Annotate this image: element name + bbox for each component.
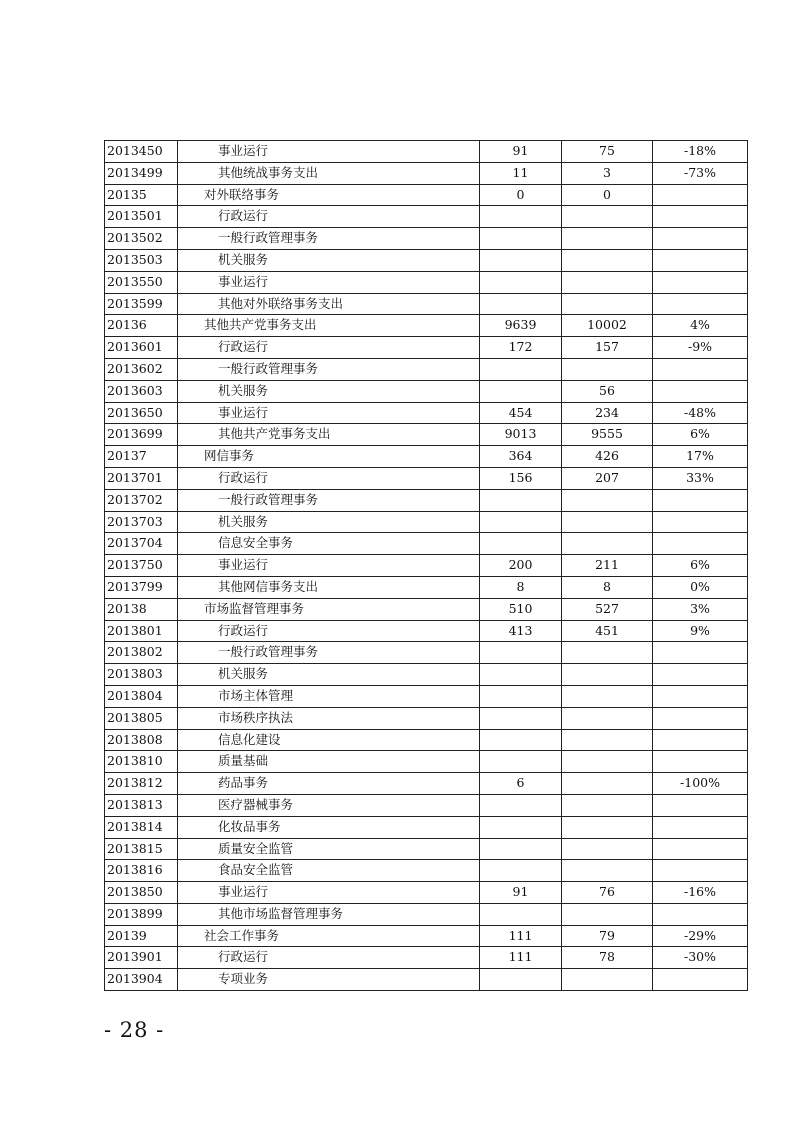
subject-name-cell: 一般行政管理事务	[178, 358, 480, 380]
subject-code-cell: 2013899	[105, 903, 178, 925]
prior-year-value-cell	[480, 969, 562, 991]
subject-code-cell: 2013808	[105, 729, 178, 751]
budget-table	[104, 140, 748, 991]
subject-name-cell: 事业运行	[178, 271, 480, 293]
table-row	[105, 511, 748, 533]
change-percent-cell: -29%	[653, 925, 748, 947]
current-year-value-cell: 75	[562, 141, 653, 163]
subject-code-cell: 2013816	[105, 860, 178, 882]
prior-year-value-cell: 454	[480, 402, 562, 424]
change-percent-cell	[653, 533, 748, 555]
prior-year-value-cell	[480, 707, 562, 729]
subject-name-cell: 事业运行	[178, 402, 480, 424]
subject-code-cell: 2013450	[105, 141, 178, 163]
subject-code-cell: 2013810	[105, 751, 178, 773]
change-percent-cell	[653, 707, 748, 729]
subject-code-cell: 2013801	[105, 620, 178, 642]
current-year-value-cell: 3	[562, 162, 653, 184]
subject-code-cell: 2013804	[105, 685, 178, 707]
current-year-value-cell: 0	[562, 184, 653, 206]
subject-name-cell: 一般行政管理事务	[178, 489, 480, 511]
subject-code-cell: 2013904	[105, 969, 178, 991]
change-percent-cell: -9%	[653, 337, 748, 359]
prior-year-value-cell	[480, 511, 562, 533]
table-row	[105, 969, 748, 991]
subject-code-cell: 2013702	[105, 489, 178, 511]
prior-year-value-cell: 111	[480, 947, 562, 969]
subject-code-cell: 2013850	[105, 882, 178, 904]
current-year-value-cell	[562, 838, 653, 860]
table-row	[105, 293, 748, 315]
subject-code-cell: 20139	[105, 925, 178, 947]
change-percent-cell: -18%	[653, 141, 748, 163]
current-year-value-cell	[562, 358, 653, 380]
current-year-value-cell: 211	[562, 555, 653, 577]
subject-name-cell: 药品事务	[178, 773, 480, 795]
current-year-value-cell: 79	[562, 925, 653, 947]
change-percent-cell: 3%	[653, 598, 748, 620]
prior-year-value-cell: 9639	[480, 315, 562, 337]
current-year-value-cell: 426	[562, 446, 653, 468]
subject-code-cell: 2013812	[105, 773, 178, 795]
change-percent-cell	[653, 838, 748, 860]
table-row	[105, 380, 748, 402]
current-year-value-cell: 10002	[562, 315, 653, 337]
subject-code-cell: 2013603	[105, 380, 178, 402]
prior-year-value-cell: 364	[480, 446, 562, 468]
table-row	[105, 184, 748, 206]
prior-year-value-cell: 510	[480, 598, 562, 620]
table-row	[105, 555, 748, 577]
change-percent-cell: -73%	[653, 162, 748, 184]
change-percent-cell	[653, 271, 748, 293]
change-percent-cell	[653, 184, 748, 206]
change-percent-cell: 0%	[653, 576, 748, 598]
current-year-value-cell	[562, 511, 653, 533]
prior-year-value-cell: 156	[480, 467, 562, 489]
subject-name-cell: 机关服务	[178, 511, 480, 533]
subject-code-cell: 2013814	[105, 816, 178, 838]
current-year-value-cell: 157	[562, 337, 653, 359]
subject-code-cell: 2013901	[105, 947, 178, 969]
table-row	[105, 707, 748, 729]
change-percent-cell: 6%	[653, 424, 748, 446]
subject-code-cell: 20135	[105, 184, 178, 206]
current-year-value-cell	[562, 773, 653, 795]
change-percent-cell	[653, 249, 748, 271]
table-row	[105, 860, 748, 882]
current-year-value-cell	[562, 228, 653, 250]
subject-code-cell: 2013815	[105, 838, 178, 860]
change-percent-cell	[653, 860, 748, 882]
current-year-value-cell	[562, 685, 653, 707]
current-year-value-cell	[562, 206, 653, 228]
current-year-value-cell	[562, 489, 653, 511]
table-row	[105, 315, 748, 337]
change-percent-cell	[653, 664, 748, 686]
table-row	[105, 751, 748, 773]
prior-year-value-cell	[480, 642, 562, 664]
current-year-value-cell: 76	[562, 882, 653, 904]
subject-name-cell: 食品安全监管	[178, 860, 480, 882]
current-year-value-cell	[562, 969, 653, 991]
prior-year-value-cell	[480, 838, 562, 860]
change-percent-cell	[653, 206, 748, 228]
subject-code-cell: 2013599	[105, 293, 178, 315]
prior-year-value-cell: 6	[480, 773, 562, 795]
subject-name-cell: 对外联络事务	[178, 184, 480, 206]
change-percent-cell	[653, 969, 748, 991]
current-year-value-cell: 8	[562, 576, 653, 598]
change-percent-cell	[653, 358, 748, 380]
prior-year-value-cell	[480, 380, 562, 402]
subject-code-cell: 2013750	[105, 555, 178, 577]
current-year-value-cell: 207	[562, 467, 653, 489]
change-percent-cell	[653, 228, 748, 250]
subject-name-cell: 社会工作事务	[178, 925, 480, 947]
table-row	[105, 206, 748, 228]
change-percent-cell	[653, 903, 748, 925]
subject-code-cell: 20137	[105, 446, 178, 468]
subject-code-cell: 2013602	[105, 358, 178, 380]
table-row	[105, 467, 748, 489]
subject-name-cell: 行政运行	[178, 947, 480, 969]
subject-name-cell: 医疗器械事务	[178, 794, 480, 816]
table-row	[105, 838, 748, 860]
prior-year-value-cell	[480, 816, 562, 838]
subject-name-cell: 信息安全事务	[178, 533, 480, 555]
prior-year-value-cell	[480, 533, 562, 555]
table-row	[105, 925, 748, 947]
current-year-value-cell: 78	[562, 947, 653, 969]
prior-year-value-cell	[480, 228, 562, 250]
change-percent-cell	[653, 794, 748, 816]
subject-code-cell: 20138	[105, 598, 178, 620]
page-number: - 28 -	[104, 1018, 165, 1042]
prior-year-value-cell	[480, 358, 562, 380]
table-row	[105, 162, 748, 184]
subject-code-cell: 2013699	[105, 424, 178, 446]
subject-code-cell: 2013704	[105, 533, 178, 555]
current-year-value-cell: 9555	[562, 424, 653, 446]
subject-code-cell: 2013499	[105, 162, 178, 184]
table-row	[105, 816, 748, 838]
change-percent-cell	[653, 816, 748, 838]
change-percent-cell	[653, 642, 748, 664]
subject-name-cell: 质量基础	[178, 751, 480, 773]
current-year-value-cell	[562, 664, 653, 686]
subject-name-cell: 机关服务	[178, 380, 480, 402]
change-percent-cell: 6%	[653, 555, 748, 577]
change-percent-cell	[653, 751, 748, 773]
table-body	[105, 141, 748, 991]
subject-code-cell: 2013803	[105, 664, 178, 686]
subject-code-cell: 2013703	[105, 511, 178, 533]
current-year-value-cell	[562, 707, 653, 729]
table-row	[105, 337, 748, 359]
table-row	[105, 882, 748, 904]
subject-code-cell: 2013813	[105, 794, 178, 816]
current-year-value-cell	[562, 751, 653, 773]
change-percent-cell	[653, 293, 748, 315]
subject-code-cell: 2013799	[105, 576, 178, 598]
table-row	[105, 598, 748, 620]
change-percent-cell: -16%	[653, 882, 748, 904]
subject-code-cell: 2013805	[105, 707, 178, 729]
current-year-value-cell	[562, 271, 653, 293]
current-year-value-cell: 451	[562, 620, 653, 642]
subject-name-cell: 其他网信事务支出	[178, 576, 480, 598]
change-percent-cell	[653, 729, 748, 751]
change-percent-cell	[653, 380, 748, 402]
table-row	[105, 358, 748, 380]
prior-year-value-cell: 9013	[480, 424, 562, 446]
subject-code-cell: 2013601	[105, 337, 178, 359]
subject-name-cell: 其他对外联络事务支出	[178, 293, 480, 315]
subject-name-cell: 质量安全监管	[178, 838, 480, 860]
prior-year-value-cell	[480, 903, 562, 925]
table-row	[105, 424, 748, 446]
prior-year-value-cell	[480, 860, 562, 882]
subject-name-cell: 行政运行	[178, 620, 480, 642]
subject-name-cell: 事业运行	[178, 141, 480, 163]
subject-name-cell: 事业运行	[178, 555, 480, 577]
current-year-value-cell	[562, 903, 653, 925]
prior-year-value-cell	[480, 685, 562, 707]
table-row	[105, 642, 748, 664]
table-row	[105, 794, 748, 816]
subject-name-cell: 其他共产党事务支出	[178, 424, 480, 446]
subject-code-cell: 2013501	[105, 206, 178, 228]
prior-year-value-cell: 413	[480, 620, 562, 642]
current-year-value-cell: 56	[562, 380, 653, 402]
change-percent-cell: 33%	[653, 467, 748, 489]
prior-year-value-cell	[480, 489, 562, 511]
prior-year-value-cell	[480, 751, 562, 773]
subject-name-cell: 一般行政管理事务	[178, 642, 480, 664]
current-year-value-cell	[562, 293, 653, 315]
table-row	[105, 664, 748, 686]
subject-name-cell: 其他统战事务支出	[178, 162, 480, 184]
table-row	[105, 685, 748, 707]
change-percent-cell: -48%	[653, 402, 748, 424]
change-percent-cell: -30%	[653, 947, 748, 969]
table-row	[105, 249, 748, 271]
subject-name-cell: 化妆品事务	[178, 816, 480, 838]
table-row	[105, 947, 748, 969]
current-year-value-cell	[562, 816, 653, 838]
current-year-value-cell	[562, 642, 653, 664]
change-percent-cell	[653, 511, 748, 533]
subject-name-cell: 其他共产党事务支出	[178, 315, 480, 337]
prior-year-value-cell	[480, 664, 562, 686]
subject-name-cell: 行政运行	[178, 337, 480, 359]
subject-name-cell: 市场秩序执法	[178, 707, 480, 729]
subject-name-cell: 信息化建设	[178, 729, 480, 751]
table-row	[105, 228, 748, 250]
change-percent-cell: -100%	[653, 773, 748, 795]
current-year-value-cell	[562, 729, 653, 751]
subject-code-cell: 20136	[105, 315, 178, 337]
prior-year-value-cell: 8	[480, 576, 562, 598]
table-row	[105, 271, 748, 293]
subject-name-cell: 其他市场监督管理事务	[178, 903, 480, 925]
subject-code-cell: 2013550	[105, 271, 178, 293]
subject-code-cell: 2013502	[105, 228, 178, 250]
change-percent-cell: 17%	[653, 446, 748, 468]
subject-name-cell: 一般行政管理事务	[178, 228, 480, 250]
current-year-value-cell	[562, 860, 653, 882]
change-percent-cell: 4%	[653, 315, 748, 337]
prior-year-value-cell	[480, 729, 562, 751]
prior-year-value-cell: 111	[480, 925, 562, 947]
current-year-value-cell: 527	[562, 598, 653, 620]
subject-name-cell: 行政运行	[178, 467, 480, 489]
prior-year-value-cell: 91	[480, 882, 562, 904]
subject-name-cell: 机关服务	[178, 664, 480, 686]
prior-year-value-cell: 200	[480, 555, 562, 577]
prior-year-value-cell: 11	[480, 162, 562, 184]
subject-name-cell: 事业运行	[178, 882, 480, 904]
subject-name-cell: 网信事务	[178, 446, 480, 468]
prior-year-value-cell: 91	[480, 141, 562, 163]
prior-year-value-cell	[480, 293, 562, 315]
prior-year-value-cell	[480, 249, 562, 271]
current-year-value-cell	[562, 533, 653, 555]
table-row	[105, 533, 748, 555]
current-year-value-cell: 234	[562, 402, 653, 424]
prior-year-value-cell	[480, 794, 562, 816]
prior-year-value-cell	[480, 271, 562, 293]
subject-code-cell: 2013802	[105, 642, 178, 664]
table-row	[105, 773, 748, 795]
prior-year-value-cell: 0	[480, 184, 562, 206]
subject-name-cell: 机关服务	[178, 249, 480, 271]
subject-name-cell: 行政运行	[178, 206, 480, 228]
change-percent-cell	[653, 685, 748, 707]
table-row	[105, 141, 748, 163]
current-year-value-cell	[562, 249, 653, 271]
subject-name-cell: 市场主体管理	[178, 685, 480, 707]
prior-year-value-cell	[480, 206, 562, 228]
change-percent-cell	[653, 489, 748, 511]
subject-name-cell: 市场监督管理事务	[178, 598, 480, 620]
table-row	[105, 489, 748, 511]
table-row	[105, 446, 748, 468]
subject-code-cell: 2013650	[105, 402, 178, 424]
subject-code-cell: 2013503	[105, 249, 178, 271]
table-row	[105, 729, 748, 751]
table-row	[105, 576, 748, 598]
prior-year-value-cell: 172	[480, 337, 562, 359]
subject-code-cell: 2013701	[105, 467, 178, 489]
table-row	[105, 903, 748, 925]
change-percent-cell: 9%	[653, 620, 748, 642]
table-row	[105, 402, 748, 424]
current-year-value-cell	[562, 794, 653, 816]
subject-name-cell: 专项业务	[178, 969, 480, 991]
table-row	[105, 620, 748, 642]
